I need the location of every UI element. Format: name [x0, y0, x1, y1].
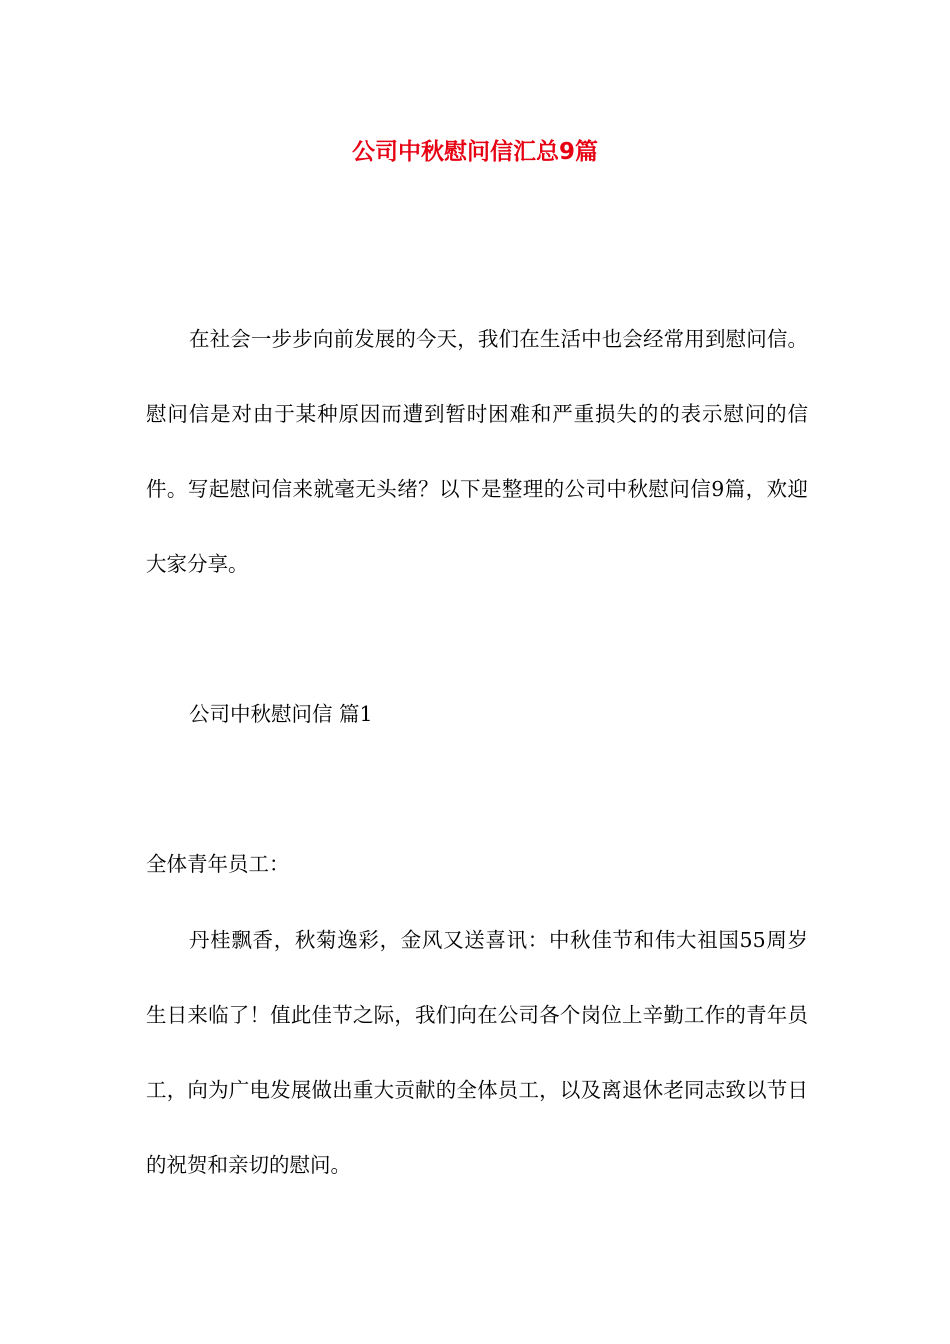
- salutation: 全体青年员工：: [146, 852, 290, 876]
- letter-body-paragraph: 丹桂飘香，秋菊逸彩，金风又送喜讯：中秋佳节和伟大祖国55周岁生日来临了！值此佳节之际，我们向在公司各个岗位上辛勤工作的青年员工，向为广电发展做出重大贡献的全体员工，以及离退休老同志致以节日的祝贺和亲切的慰问。: [146, 928, 808, 1177]
- intro-paragraph: 在社会一步步向前发展的今天，我们在生活中也会经常用到慰问信。慰问信是对由于某种原因而遭到暂时困难和严重损失的的表示慰问的信件。写起慰问信来就毫无头绪？以下是整理的公司中秋慰问信9篇，欢迎大家分享。: [146, 327, 808, 576]
- section-heading: 公司中秋慰问信 篇1: [189, 702, 373, 726]
- document-title: 公司中秋慰问信汇总9篇: [351, 139, 598, 165]
